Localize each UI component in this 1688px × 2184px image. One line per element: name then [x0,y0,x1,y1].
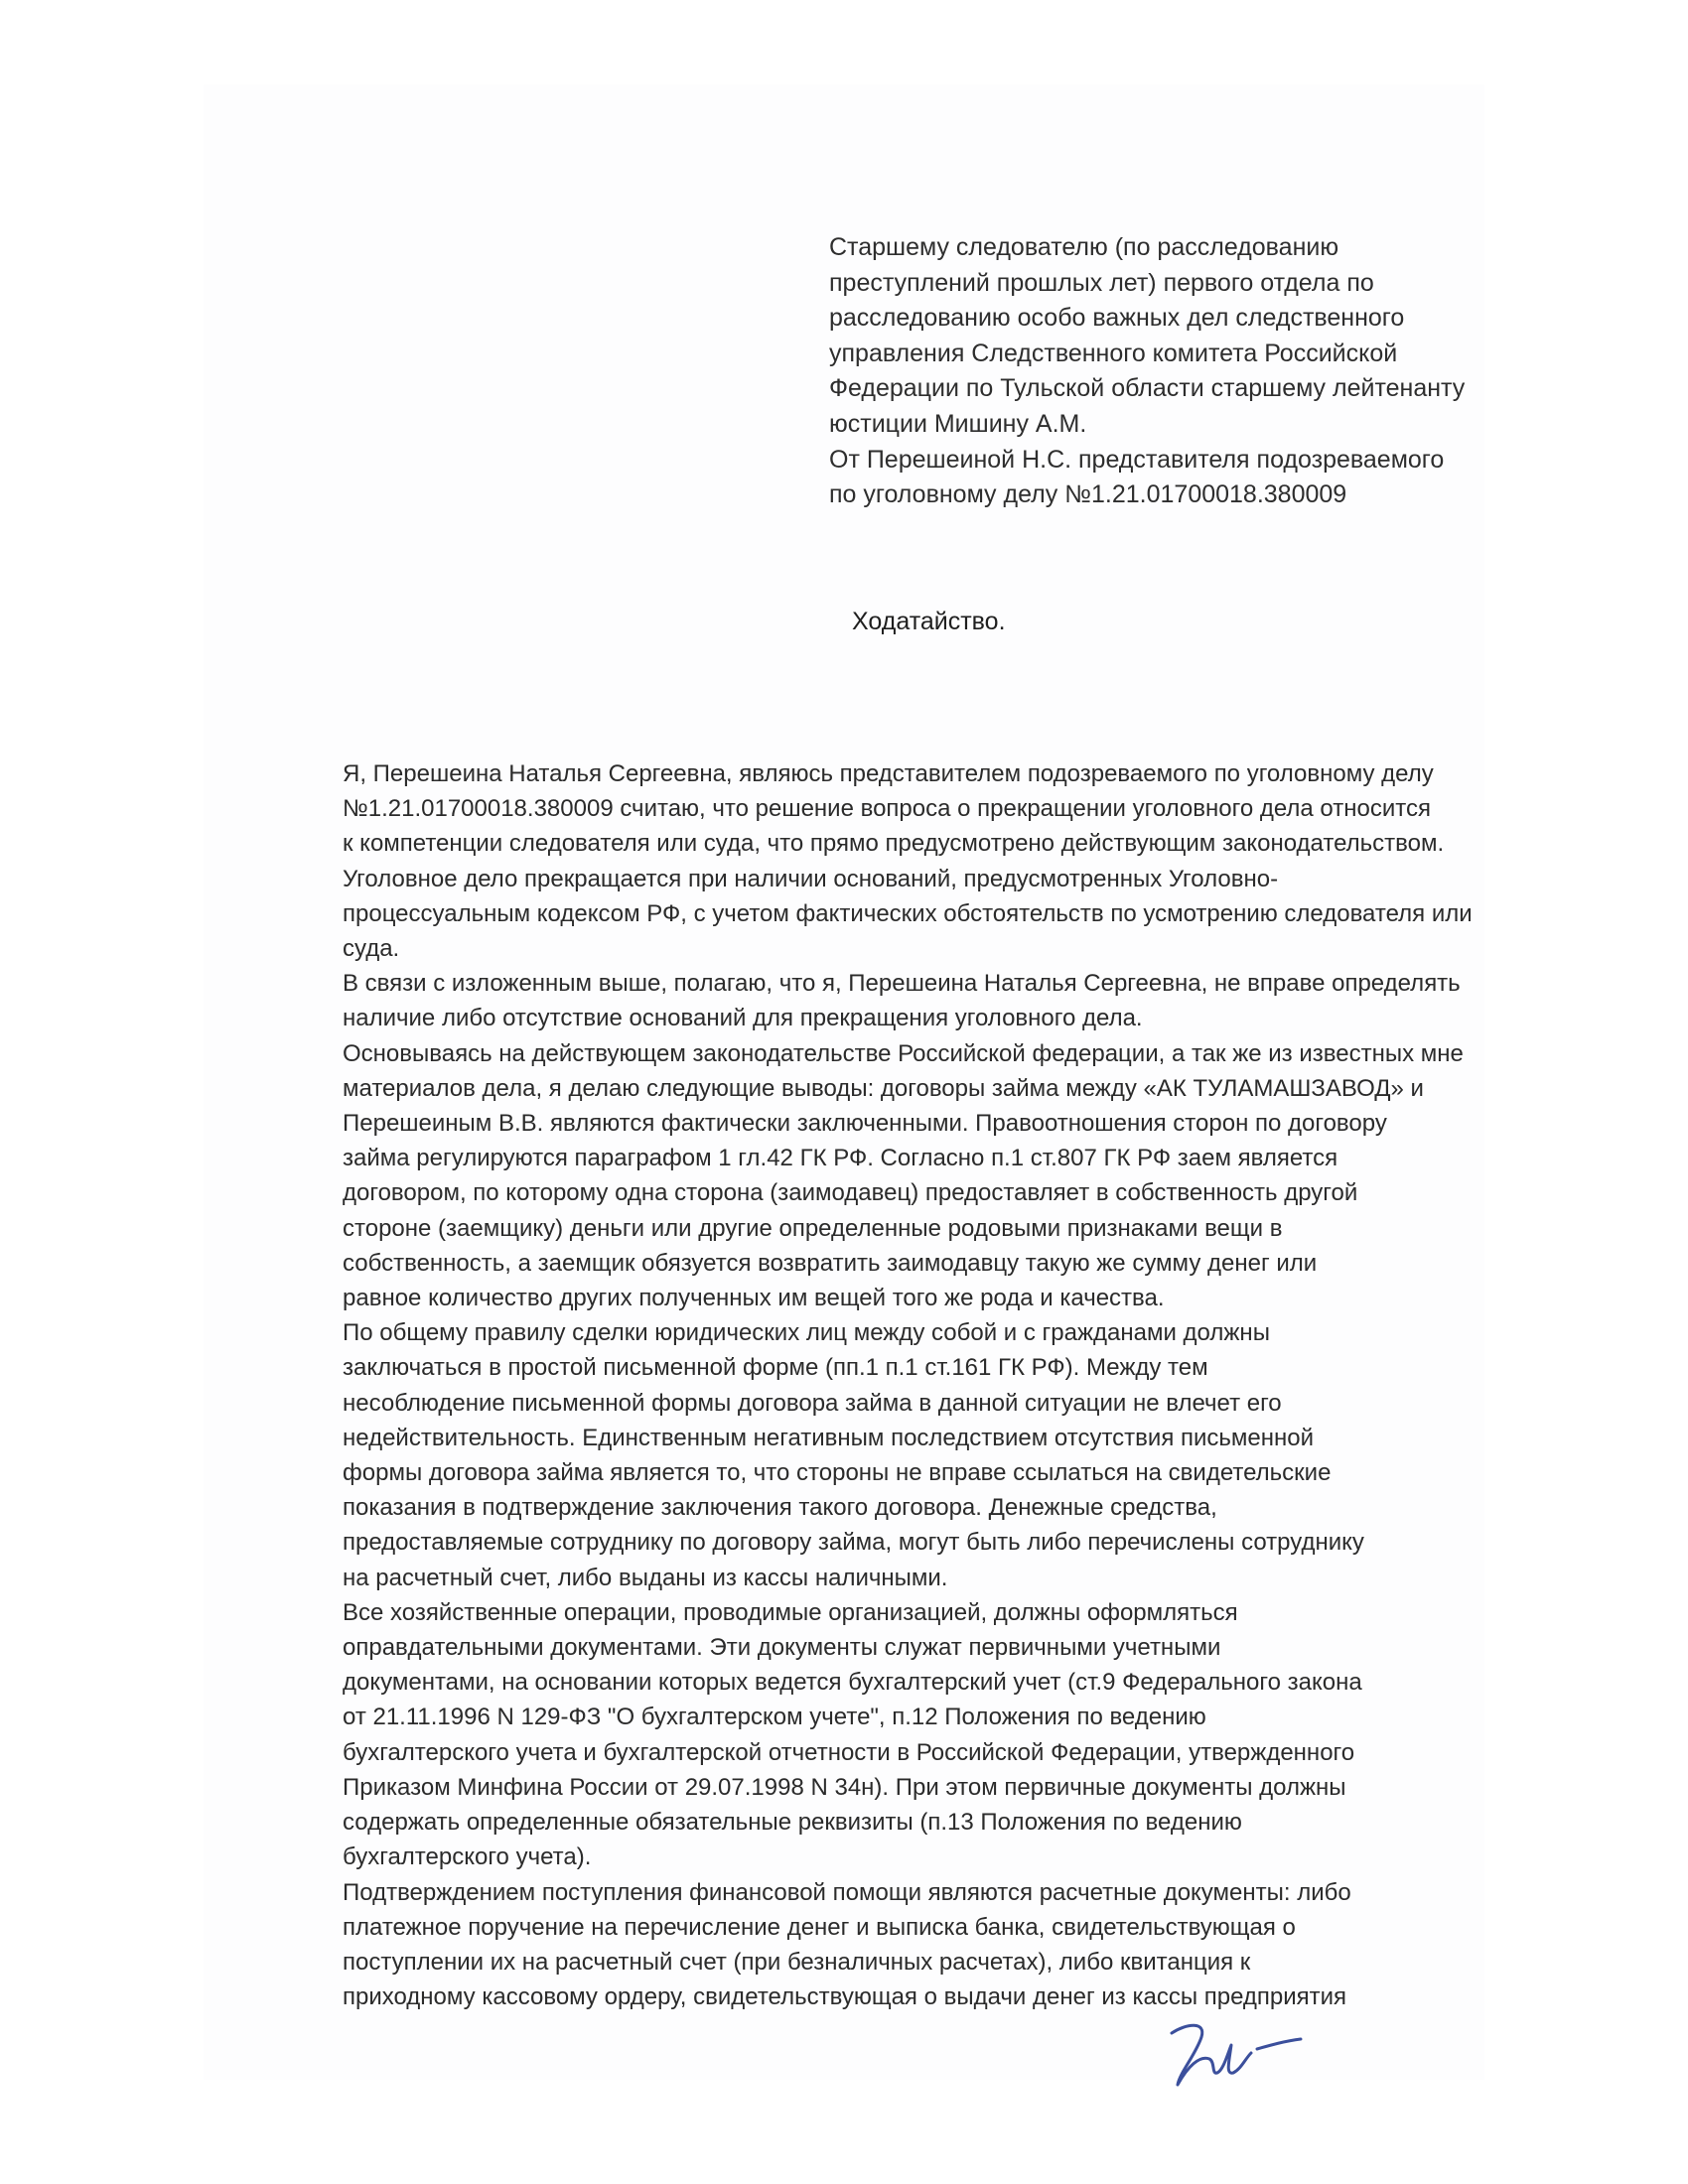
body-line: бухгалтерского учета). [343,1843,592,1871]
body-line: на расчетный счет, либо выданы из кассы наличными. [343,1564,948,1591]
body-line: По общему правилу сделки юридических лиц между собой и с гражданами должны [343,1319,1270,1347]
addressee-line: по уголовному делу №1.21.01700018.380009 [829,480,1347,509]
addressee-line: преступлений прошлых лет) первого отдела по [829,268,1374,297]
body-line: В связи с изложенным выше, полагаю, что я, Перешеина Наталья Сергеевна, не вправе определять [343,970,1461,998]
body-line: содержать определенные обязательные реквизиты (п.13 Положения по ведению [343,1809,1242,1837]
body-line: Перешеиным В.В. являются фактически заключенными. Правоотношения сторон по договору [343,1110,1387,1138]
signature-mark [1162,2015,1311,2095]
body-line: Основываясь на действующем законодательстве Российской федерации, а так же из известных мне [343,1039,1464,1067]
body-line: платежное поручение на перечисление денег и выписка банка, свидетельствующая о [343,1913,1296,1941]
signature-tail [1257,2039,1301,2049]
addressee-line: Федерации по Тульской области старшему лейтенанту [829,374,1466,403]
body-line: поступлении их на расчетный счет (при безналичных расчетах), либо квитанция к [343,1948,1251,1976]
body-line: займа регулируются параграфом 1 гл.42 ГК РФ. Согласно п.1 ст.807 ГК РФ заем является [343,1145,1338,1172]
addressee-block [829,230,1465,513]
body-line: договором, по которому одна сторона (заимодавец) предоставляет в собственность другой [343,1179,1358,1207]
body-line: Я, Перешеина Наталья Сергеевна, являюсь представителем подозреваемого по уголовному делу [343,760,1434,787]
body-line: формы договора займа является то, что стороны не вправе ссылаться на свидетельские [343,1459,1332,1487]
body-line: от 21.11.1996 N 129-ФЗ "О бухгалтерском учете", п.12 Положения по ведению [343,1704,1206,1731]
addressee-line: Старшему следователю (по расследованию [829,233,1339,261]
body-line: суда. [343,935,400,963]
document-body [343,756,1473,2014]
body-line: №1.21.01700018.380009 считаю, что решение вопроса о прекращении уголовного дела относится [343,795,1431,823]
body-line: показания в подтверждение заключения такого договора. Денежные средства, [343,1494,1217,1522]
body-line: стороне (заемщику) деньги или другие определенные родовыми признаками вещи в [343,1214,1283,1242]
body-line: равное количество других полученных им вещей того же рода и качества. [343,1285,1165,1312]
body-line: оправдательными документами. Эти документы служат первичными учетными [343,1634,1221,1662]
body-line: Приказом Минфина России от 29.07.1998 N 34н). При этом первичные документы должны [343,1773,1346,1801]
body-line: Подтверждением поступления финансовой помощи являются расчетные документы: либо [343,1878,1351,1906]
body-line: документами, на основании которых ведется бухгалтерский учет (ст.9 Федерального закона [343,1669,1362,1697]
document-title: Ходатайство. [852,608,1006,635]
body-line: к компетенции следователя или суда, что прямо предусмотрено действующим законодательством. [343,830,1445,858]
addressee-line: юстиции Мишину А.М. [829,409,1087,438]
body-line: Все хозяйственные операции, проводимые организацией, должны оформляться [343,1598,1238,1626]
body-line: заключаться в простой письменной форме (пп.1 п.1 ст.161 ГК РФ). Между тем [343,1354,1208,1382]
addressee-line: расследованию особо важных дел следственного [829,304,1405,333]
body-line: материалов дела, я делаю следующие выводы: договоры займа между «АК ТУЛАМАШЗАВОД» и [343,1074,1424,1102]
addressee-line: От Перешеиной Н.С. представителя подозреваемого [829,445,1445,474]
signature-stroke [1172,2025,1251,2085]
body-line: Уголовное дело прекращается при наличии оснований, предусмотренных Уголовно- [343,865,1279,892]
body-line: собственность, а заемщик обязуется возвратить заимодавцу такую же сумму денег или [343,1249,1318,1277]
body-line: приходному кассовому ордеру, свидетельствующая о выдачи денег из кассы предприятия [343,1983,1347,2011]
body-line: предоставляемые сотруднику по договору займа, могут быть либо перечислены сотруднику [343,1529,1364,1557]
body-line: процессуальным кодексом РФ, с учетом фактических обстоятельств по усмотрению следователя или [343,899,1473,927]
body-line: наличие либо отсутствие оснований для прекращения уголовного дела. [343,1005,1143,1032]
body-line: несоблюдение письменной формы договора займа в данной ситуации не влечет его [343,1389,1282,1417]
body-line: недействительность. Единственным негативным последствием отсутствия письменной [343,1424,1315,1451]
body-line: бухгалтерского учета и бухгалтерской отчетности в Российской Федерации, утвержденного [343,1738,1355,1766]
addressee-line: управления Следственного комитета Российской [829,339,1398,367]
